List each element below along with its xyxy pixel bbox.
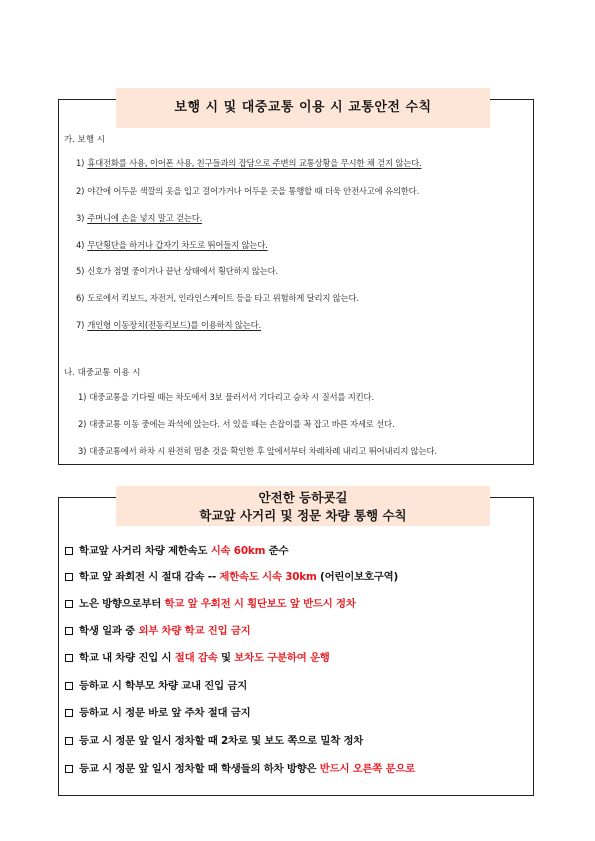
rule-text: 학교 내 차량 진입 시 bbox=[79, 652, 175, 664]
checkbox-icon bbox=[65, 709, 73, 717]
rule-text-end: 준수 bbox=[265, 545, 289, 557]
transit-item-1 bbox=[78, 391, 374, 403]
item-text: 대중교통에서 하차 시 완전히 멈춘 것을 확인한 후 앞에서부터 차례차례 내리고 뛰어내리지 않는다. bbox=[89, 446, 437, 456]
rule-7 bbox=[65, 704, 250, 719]
rule-text: 학교 앞 좌회전 시 절대 감속 -- bbox=[79, 571, 220, 583]
item-number: 3) bbox=[78, 446, 87, 456]
rule-8 bbox=[65, 732, 363, 747]
item-number: 6) bbox=[76, 293, 85, 303]
section2-title-line1: 안전한 등하굣길 bbox=[258, 490, 348, 505]
transit-label: 나. 대중교통 이용 시 bbox=[64, 368, 141, 378]
rule-highlight: 시속 60km bbox=[210, 545, 266, 557]
rule-text: 학생 일과 중 bbox=[79, 625, 139, 637]
walking-item-5 bbox=[76, 265, 278, 277]
item-text: 주머니에 손을 넣지 말고 걷는다. bbox=[87, 213, 203, 223]
item-number: 4) bbox=[76, 240, 85, 250]
item-number: 7) bbox=[76, 320, 85, 330]
item-number: 3) bbox=[76, 213, 85, 223]
rule-highlight: 외부 차량 학교 진입 금지 bbox=[138, 625, 251, 637]
item-text: 대중교통 이동 중에는 좌석에 앉는다. 서 있을 때는 손잡이를 꼭 잡고 바른 자세로 선다. bbox=[89, 419, 395, 429]
rule-1 bbox=[65, 542, 288, 557]
item-text: 야간에 어두운 색깔의 옷을 입고 걸어가거나 어두운 곳을 통행할 때 더욱 안전사고에 유의한다. bbox=[87, 186, 420, 196]
rule-2 bbox=[65, 568, 398, 583]
item-text: 개인형 이동장치(전동킥보드)를 이용하지 않는다. bbox=[87, 320, 261, 330]
walking-item-4 bbox=[76, 239, 268, 251]
rule-highlight: 반드시 오른쪽 문으로 bbox=[319, 763, 416, 775]
rule-highlight: 절대 감속 bbox=[174, 652, 218, 664]
item-number: 2) bbox=[78, 419, 87, 429]
rule-text: 등하교 시 정문 바로 앞 주차 절대 금지 bbox=[79, 707, 251, 719]
item-number: 1) bbox=[78, 392, 87, 402]
item-text: 무단횡단을 하거나 갑자기 차도로 뛰어들지 않는다. bbox=[87, 240, 268, 250]
item-text: 휴대전화를 사용, 이어폰 사용, 친구들과의 잡담으로 주변의 교통상황을 무시한 채 걷지 않는다. bbox=[87, 158, 422, 168]
rule-9 bbox=[65, 760, 415, 775]
walking-item-3 bbox=[76, 212, 202, 224]
rule-highlight: 학교 앞 우회전 시 횡단보도 앞 반드시 정차 bbox=[164, 598, 356, 610]
section2-title bbox=[116, 486, 490, 526]
checkbox-icon bbox=[65, 654, 73, 662]
item-number: 2) bbox=[76, 186, 85, 196]
rule-text: 노은 방향으로부터 bbox=[79, 598, 165, 610]
item-number: 1) bbox=[76, 158, 85, 168]
rule-3 bbox=[65, 595, 356, 610]
item-text: 대중교통을 기다릴 때는 차도에서 3보 물러서서 기다리고 승차 시 질서를 지킨다. bbox=[89, 392, 374, 402]
checkbox-icon bbox=[65, 547, 73, 555]
walking-item-6 bbox=[76, 292, 359, 304]
rule-text: 등교 시 정문 앞 일시 정차할 때 2차로 및 보도 쪽으로 밀착 정차 bbox=[79, 735, 364, 747]
rule-5 bbox=[65, 649, 330, 664]
checkbox-icon bbox=[65, 627, 73, 635]
item-text: 도로에서 킥보드, 자전거, 인라인스케이트 등을 타고 위험하게 달리지 않는다. bbox=[87, 293, 359, 303]
rule-4 bbox=[65, 622, 251, 637]
walking-item-2 bbox=[76, 185, 419, 197]
walking-item-1 bbox=[76, 157, 422, 169]
walking-label: 가. 보행 시 bbox=[64, 135, 105, 145]
walking-transit-rules-box bbox=[58, 99, 534, 465]
item-number: 5) bbox=[76, 266, 85, 276]
walking-item-7 bbox=[76, 319, 261, 331]
rule-text: 등교 시 정문 앞 일시 정차할 때 학생들의 하차 방향은 bbox=[79, 763, 320, 775]
rule-text: 등하교 시 학부모 차량 교내 진입 금지 bbox=[79, 680, 248, 692]
checkbox-icon bbox=[65, 737, 73, 745]
rule-text-end: (어린이보호구역) bbox=[316, 571, 399, 583]
section1-title: 보행 시 및 대중교통 이용 시 교통안전 수칙 bbox=[116, 88, 490, 128]
checkbox-icon bbox=[65, 600, 73, 608]
transit-item-2 bbox=[78, 418, 394, 430]
section2-title-line2: 학교앞 사거리 및 정문 차량 통행 수칙 bbox=[199, 508, 407, 523]
rule-text: 학교앞 사거리 차량 제한속도 bbox=[79, 545, 211, 557]
rule-highlight: 제한속도 시속 30km bbox=[219, 571, 317, 583]
transit-item-3 bbox=[78, 445, 437, 457]
rule-highlight-2: 보차도 구분하여 운행 bbox=[234, 652, 330, 664]
checkbox-icon bbox=[65, 765, 73, 773]
checkbox-icon bbox=[65, 682, 73, 690]
rule-6 bbox=[65, 677, 247, 692]
item-text: 신호가 점멸 중이거나 끝난 상태에서 횡단하지 않는다. bbox=[87, 266, 279, 276]
checkbox-icon bbox=[65, 573, 73, 581]
rule-text-mid: 및 bbox=[217, 652, 235, 664]
